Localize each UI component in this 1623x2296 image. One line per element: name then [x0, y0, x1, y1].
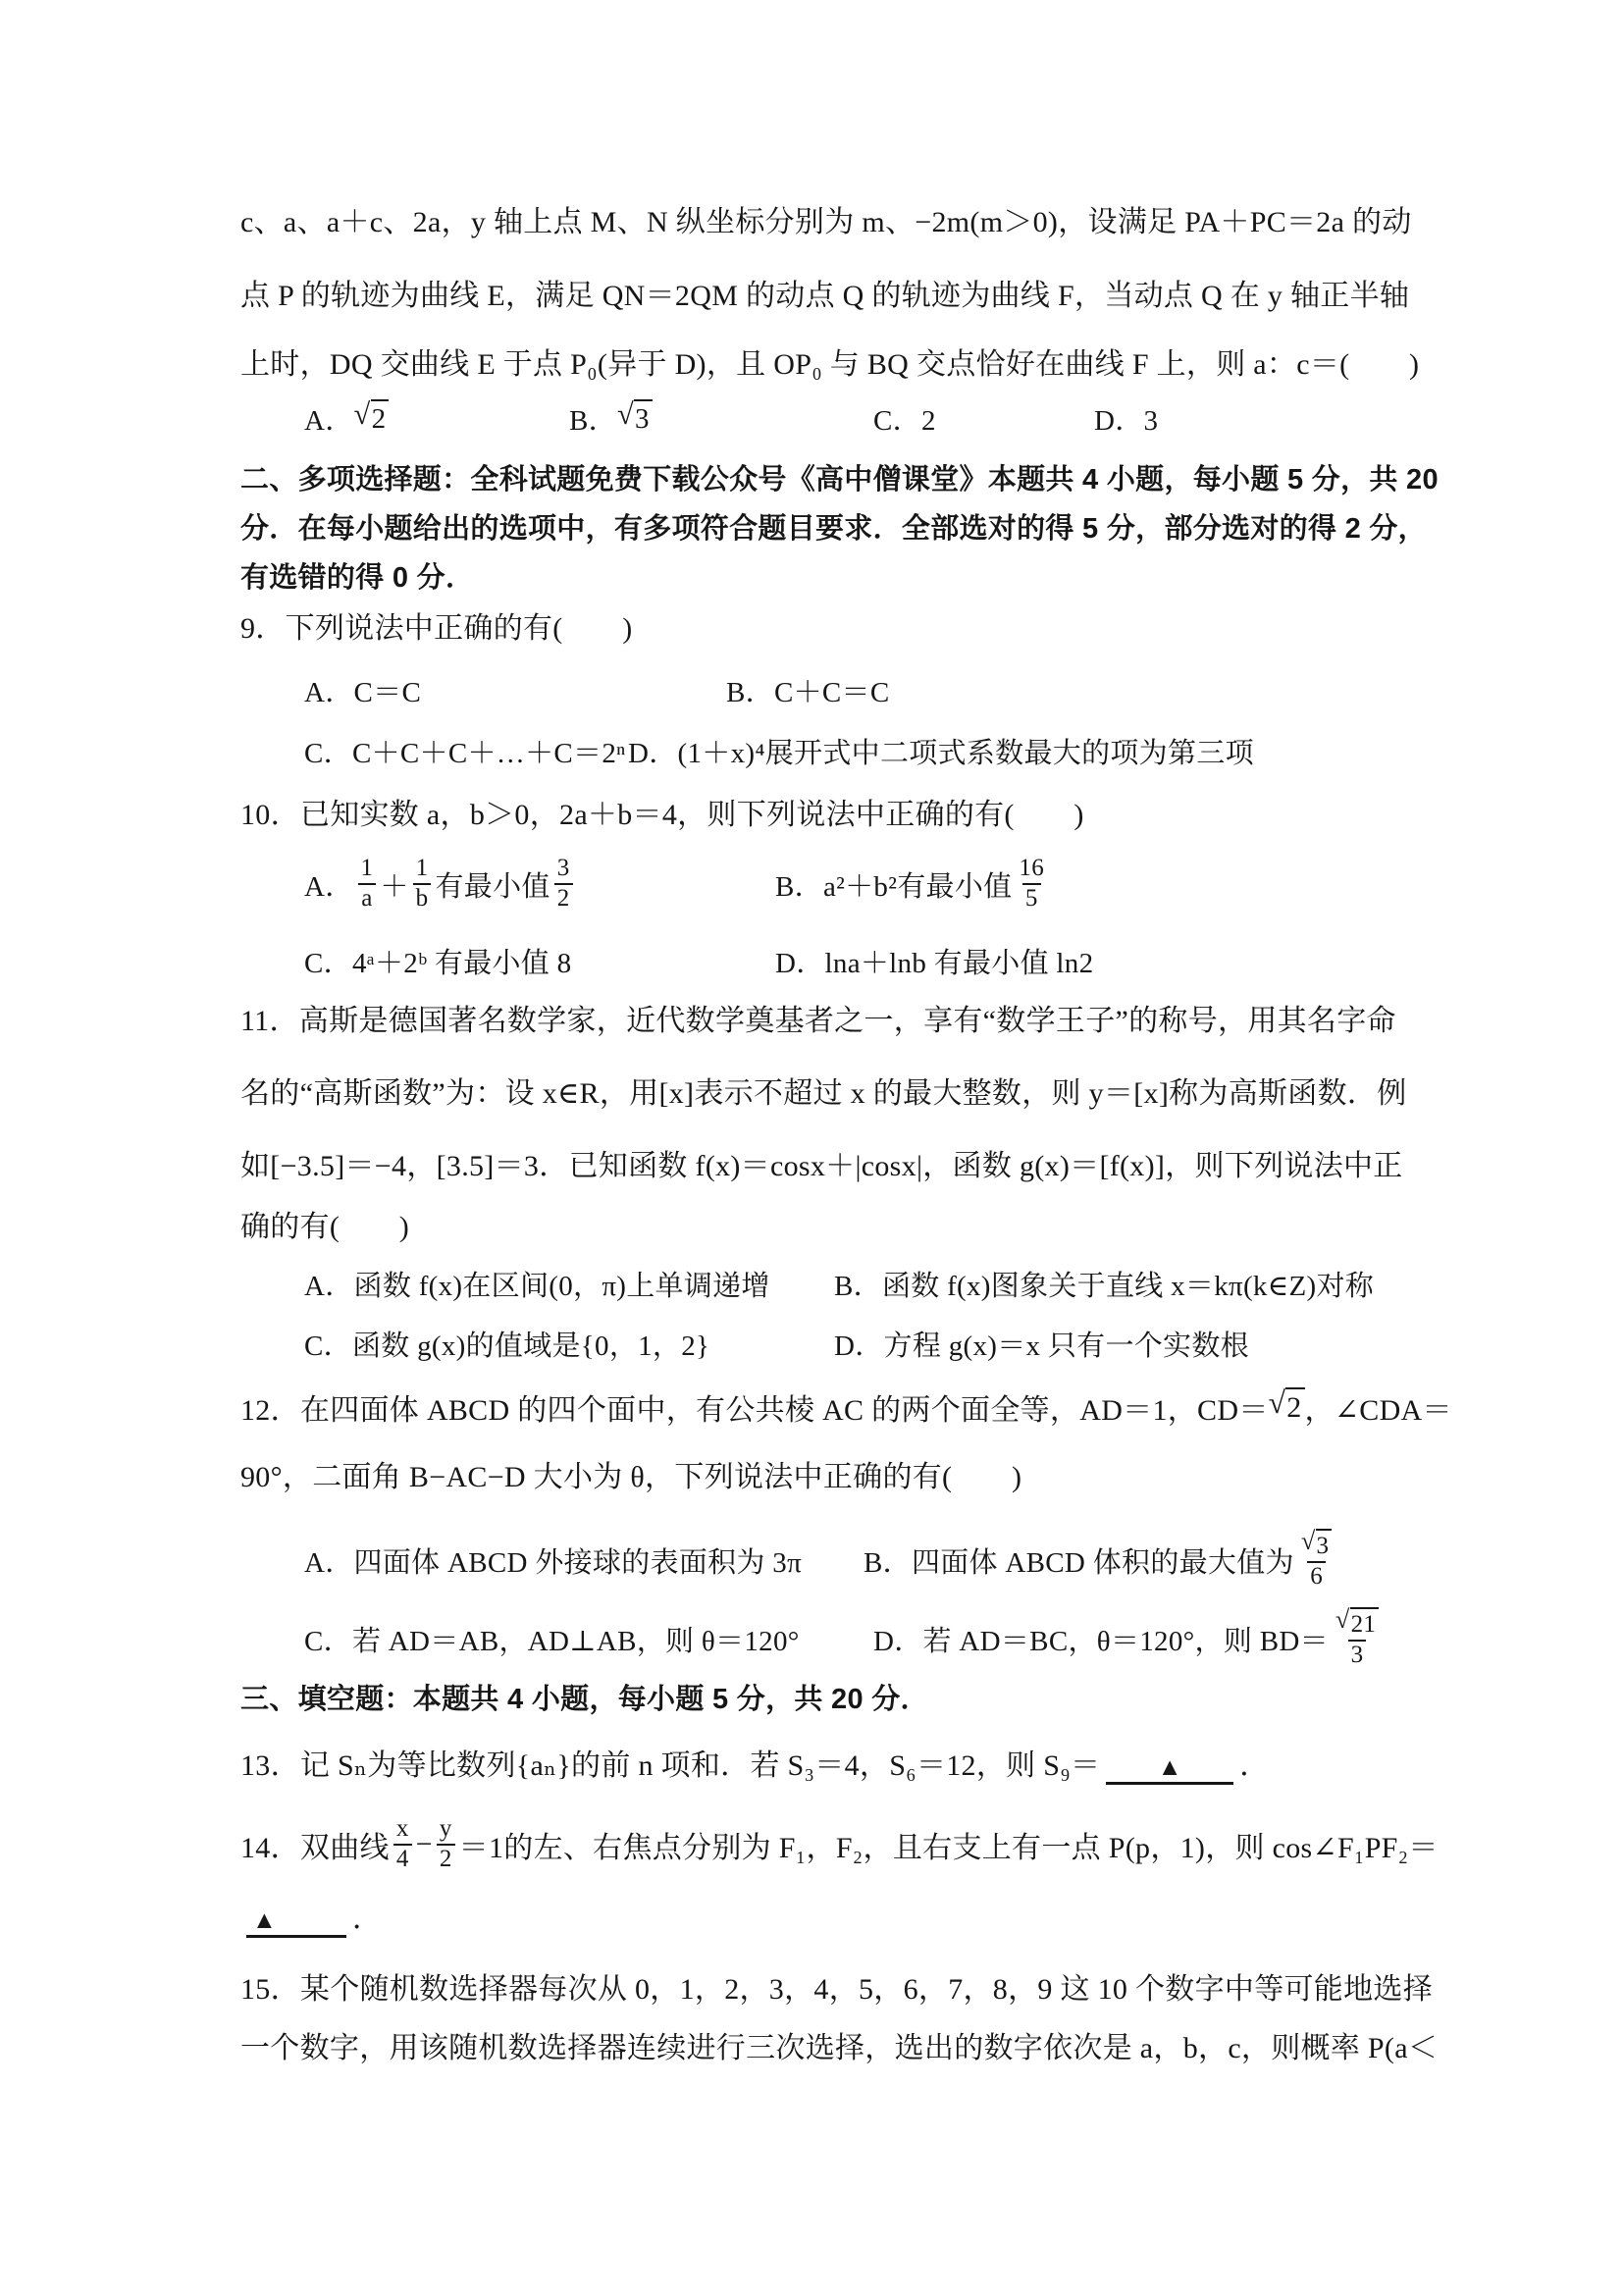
q15-stem-line-2: 一个数字，用该随机数选择器连续进行三次选择，选出的数字依次是 a，b，c，则概率 P(a＜ — [240, 2032, 1439, 2064]
sqrt-21: √ 21 — [1335, 1607, 1379, 1640]
q12-option-c: C．若 AD＝AB，AD⊥AB，则 θ＝120° — [304, 1625, 800, 1657]
q11-stem-line-3: 如[−3.5]＝−4，[3.5]＝3．已知函数 f(x)＝cosx＋|cosx|，函数 g(x)＝[f(x)]，则下列说法中正 — [240, 1150, 1403, 1182]
q8-option-b — [569, 392, 653, 444]
fraction-1-over-b: $\frac{1}{b}$ — [413, 855, 432, 913]
section2-header-line-2: 分．在每小题给出的选项中，有多项符合题目要求．全部选对的得 5 分，部分选对的得 2 分， — [240, 513, 1427, 545]
sqrt-2: √ 2 — [354, 399, 390, 437]
radical-sign: √ — [1268, 1385, 1286, 1421]
q12-option-b-text: B．四面体 ABCD 体积的最大值为 — [864, 1546, 1294, 1579]
section2-header-line-1: 二、多项选择题：全科试题免费下载公众号《高中僧课堂》本题共 4 小题，每小题 5 分，共 20 — [240, 464, 1439, 496]
q15-stem-line-1: 15．某个随机数选择器每次从 0，1，2，3，4，5，6，7，8，9 这 10 个数字中等可能地选择 — [240, 1973, 1433, 2006]
q11-option-b: B．函数 f(x)图象关于直线 x＝kπ(k∈Z)对称 — [834, 1270, 1375, 1302]
q10-option-b-text: a²＋b²有最小值 — [822, 870, 1013, 903]
q11-option-c: C．函数 g(x)的值域是{0，1，2} — [304, 1330, 710, 1362]
q9-option-b: B．C＋C＝C — [726, 676, 890, 708]
triangle-mark: ▲ — [252, 1907, 278, 1934]
q12-stem-line-2: 90°，二面角 B−AC−D 大小为 θ，下列说法中正确的有( ) — [240, 1461, 1022, 1493]
q12-option-a: A．四面体 ABCD 外接球的表面积为 3π — [304, 1546, 803, 1579]
section3-header: 三、填空题：本题共 4 小题，每小题 5 分，共 20 分． — [240, 1684, 929, 1715]
q10-option-a-text: 有最小值 — [435, 870, 550, 903]
q8-stem-line-2: 点 P 的轨迹为曲线 E，满足 QN＝2QM 的动点 Q 的轨迹为曲线 F，当动点 Q 在 y 轴正半轴 — [240, 280, 1410, 312]
fraction-sqrt21-over-3: √ 21 3 — [1333, 1607, 1382, 1670]
q11-stem-line-2: 名的“高斯函数”为：设 x∈R，用[x]表示不超过 x 的最大整数，则 y＝[x]称为高斯函数．例 — [240, 1077, 1407, 1110]
fraction-16-over-5: $\frac{16}{5}$ — [1019, 855, 1045, 912]
fraction-sqrt3-over-6: √ 3 6 — [1298, 1529, 1335, 1592]
fraction-1-over-a: $\frac{1}{a}$ — [358, 855, 377, 913]
q10-option-a — [304, 839, 577, 929]
q11-option-d: D．方程 g(x)＝x 只有一个实数根 — [834, 1330, 1249, 1362]
q10-option-b — [775, 839, 1051, 929]
q10-option-a-label: A． — [304, 870, 354, 903]
q9-option-c: C．C＋C＋C＋…＋C＝2ⁿ — [304, 737, 626, 769]
radical-sign: √ — [616, 396, 634, 431]
fraction-y-over-2: $\frac{y}{2}$ — [437, 1815, 455, 1874]
q10-stem: 10．已知实数 a，b＞0，2a＋b＝4，则下列说法中正确的有( ) — [240, 799, 1084, 831]
q10-option-c: C．4ᵃ＋2ᵇ 有最小值 8 — [304, 947, 572, 979]
q10-option-d: D．lna＋lnb 有最小值 ln2 — [775, 947, 1094, 979]
q8-stem-line-1: c、a、a＋c、2a，y 轴上点 M、N 纵坐标分别为 m、−2m(m＞0)，设满足 PA＋PC＝2a 的动 — [240, 206, 1412, 238]
q8-option-a — [304, 392, 389, 444]
radical-sign: √ — [353, 396, 371, 431]
q8-option-c: C．2 — [873, 404, 936, 437]
sqrt-3: √ 3 — [1301, 1529, 1333, 1561]
radical-sign: √ — [1300, 1527, 1316, 1555]
q13-stem: 13．记 Sₙ为等比数列{aₙ}的前 n 项和．若 S₃＝4，S₆＝12，则 S₉＝ ▲ ． — [240, 1747, 1270, 1786]
q14-stem-line-1: 14．双曲线 $\frac{x}{4}$ − $\frac{y}{2}$ ＝1的左、右焦点分别为 F₁，F₂，且右支上有一点 P(p，1)，则 cos∠F₁PF₂＝ — [240, 1815, 1439, 1872]
q14-stem-line-2: ▲ ． — [240, 1900, 382, 1939]
q14-answer-blank — [246, 1907, 346, 1938]
fraction-3-over-2: $\frac{3}{2}$ — [554, 855, 573, 913]
sqrt-3: √ 3 — [617, 399, 653, 437]
q12-option-d — [873, 1592, 1386, 1686]
q12-stem-line-1: 12．在四面体 ABCD 的四个面中，有公共棱 AC 的两个面全等，AD＝1，CD＝ √ 2 ，∠CDA＝ — [240, 1385, 1452, 1427]
q8-stem-line-3: 上时，DQ 交曲线 E 于点 P₀(异于 D)，且 OP₀ 与 BQ 交点恰好在曲线 F 上，则 a：c＝( ) — [240, 348, 1420, 381]
q12-option-d-text: D．若 AD＝BC，θ＝120°，则 BD＝ — [873, 1625, 1329, 1657]
q9-option-a: A．C＝C — [304, 676, 422, 708]
triangle-mark: ▲ — [1157, 1754, 1182, 1781]
q13-answer-blank — [1106, 1754, 1233, 1785]
q9-option-d: D．(1＋x)⁴展开式中二项式系数最大的项为第三项 — [628, 737, 1254, 769]
minus-sign: − — [415, 1828, 433, 1860]
plus-sign: ＋ — [380, 870, 409, 903]
q11-option-a: A．函数 f(x)在区间(0，π)上单调递增 — [304, 1270, 770, 1302]
q10-option-b-label: B． — [775, 870, 823, 903]
q11-stem-line-4: 确的有( ) — [240, 1211, 410, 1243]
q9-stem: 9．下列说法中正确的有( ) — [240, 612, 633, 645]
fraction-x-over-4: $\frac{x}{4}$ — [393, 1815, 412, 1874]
radical-sign: √ — [1335, 1605, 1350, 1634]
q8-option-a-label: A． — [304, 404, 354, 437]
q11-stem-line-1: 11．高斯是德国著名数学家，近代数学奠基者之一，享有“数学王子”的称号，用其名字命 — [240, 1005, 1396, 1037]
q8-option-b-label: B． — [569, 404, 617, 437]
sqrt-2: √ 2 — [1269, 1387, 1305, 1427]
q8-option-d: D．3 — [1094, 404, 1159, 437]
section2-header-line-3: 有选错的得 0 分． — [240, 562, 475, 594]
